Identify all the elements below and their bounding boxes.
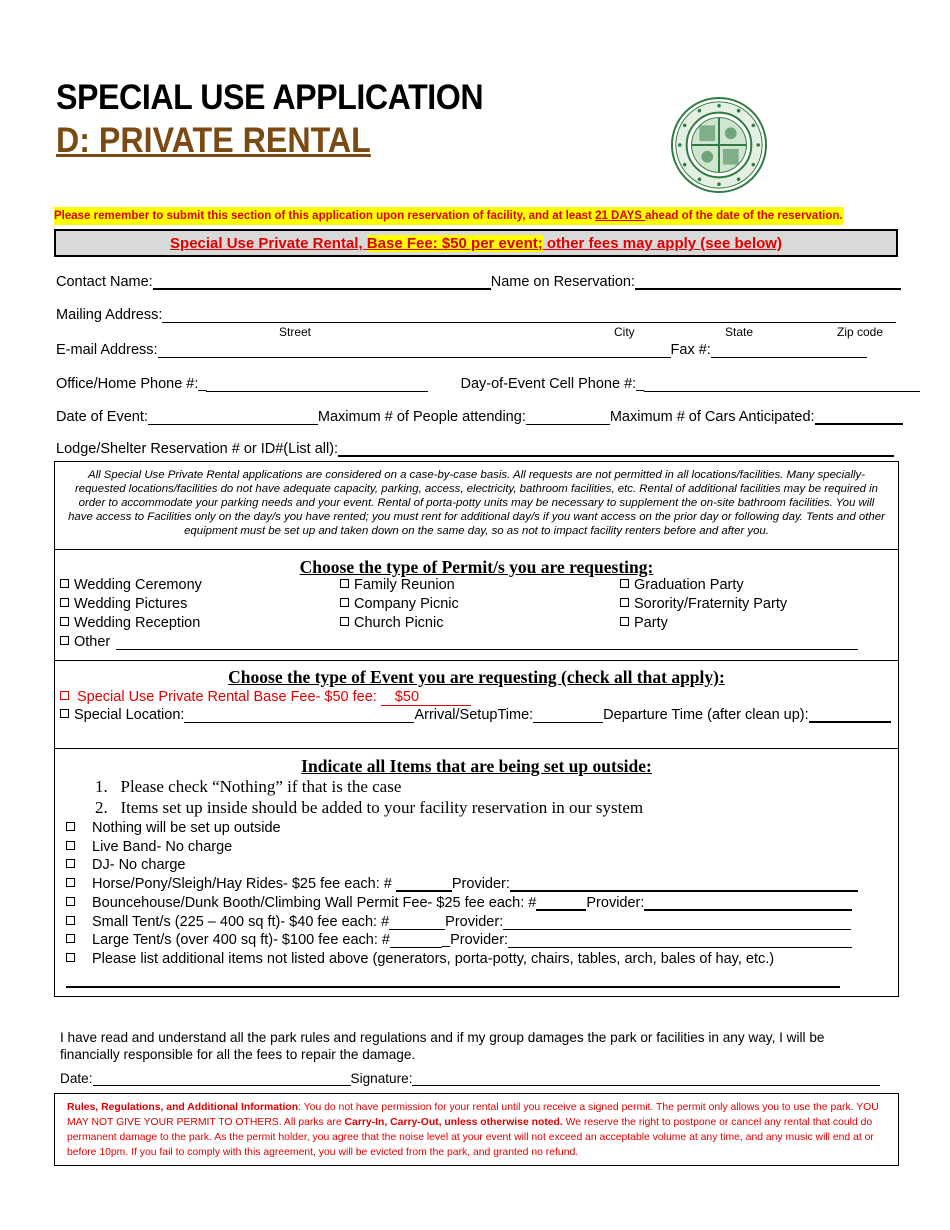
fee-banner-highlight: Base Fee: $50 per event; (366, 235, 543, 252)
instruction-text: Items set up inside should be added to your facility reservation in our system (120, 798, 644, 817)
checkbox-icon[interactable] (340, 598, 349, 607)
event-details-row (56, 409, 903, 425)
item-label: Horse/Pony/Sleigh/Hay Rides- $25 fee each: # (92, 876, 396, 892)
cell-phone-field[interactable] (644, 377, 920, 392)
instruction-number: 1. (95, 777, 108, 796)
zip-caption: Zip code (837, 325, 884, 339)
cell-phone-label: Day-of-Event Cell Phone #: (460, 376, 637, 392)
item-additional[interactable] (66, 951, 774, 967)
special-location-row (60, 707, 891, 723)
date-of-event-label: Date of Event: (56, 409, 148, 425)
checkbox-icon[interactable] (620, 598, 629, 607)
item-label: Please list additional items not listed above (generators, porta-potty, chairs, tables, arch, bales of hay, etc.) (92, 951, 775, 967)
email-label: E-mail Address: (56, 342, 158, 358)
instruction-number: 2. (95, 798, 108, 817)
checkbox-icon[interactable] (66, 953, 75, 962)
provider-label: Provider: (445, 914, 504, 930)
provider-label: Provider: (450, 932, 509, 948)
permit-sorority-fraternity-party[interactable] (620, 596, 787, 612)
large-tent-count-field[interactable] (390, 933, 442, 948)
item-horse-rides[interactable] (66, 876, 858, 892)
permit-label: Sorority/Fraternity Party (634, 596, 788, 612)
additional-items-field[interactable] (66, 986, 840, 988)
permit-label: Wedding Ceremony (74, 577, 202, 593)
contact-row (56, 274, 901, 290)
checkbox-icon[interactable] (66, 841, 75, 850)
permit-label: Wedding Reception (74, 615, 201, 631)
signature-field[interactable] (412, 1071, 880, 1086)
lodge-field[interactable] (338, 441, 894, 457)
small-tent-provider-field[interactable] (503, 915, 851, 930)
item-label: Bouncehouse/Dunk Booth/Climbing Wall Permit Fee- $25 fee each: # (92, 895, 537, 911)
permit-party[interactable] (620, 615, 668, 631)
reminder-days: 21 DAYS (595, 210, 646, 222)
item-live-band[interactable] (66, 839, 232, 855)
permit-wedding-ceremony[interactable] (60, 577, 202, 593)
name-on-reservation-field[interactable] (635, 274, 901, 290)
permit-type-heading: Choose the type of Permit/s you are requesting: (299, 557, 654, 577)
permit-wedding-pictures[interactable] (60, 596, 187, 612)
email-row (56, 342, 867, 358)
submission-reminder (54, 207, 844, 225)
fee-banner-part1: Special Use Private Rental, (170, 235, 367, 252)
cell-phone-prefix: _ (636, 376, 645, 392)
mailing-address-row (56, 307, 896, 323)
lodge-label: Lodge/Shelter Reservation # or ID#(List all): (56, 441, 339, 457)
fax-field[interactable] (711, 343, 867, 358)
checkbox-icon[interactable] (66, 916, 75, 925)
arrival-time-field[interactable] (533, 708, 603, 723)
checkbox-icon[interactable] (60, 709, 69, 718)
checkbox-icon[interactable] (340, 617, 349, 626)
checkbox-icon[interactable] (60, 636, 69, 645)
bounce-provider-field[interactable] (644, 895, 852, 911)
rules-title: Rules, Regulations, and Additional Information (67, 1102, 299, 1113)
state-caption: State (725, 325, 754, 339)
date-of-event-field[interactable] (148, 410, 318, 425)
checkbox-icon[interactable] (60, 598, 69, 607)
permit-company-picnic[interactable] (340, 596, 459, 612)
date-label: Date: (60, 1071, 93, 1086)
instruction-text: Please check “Nothing” if that is the case (120, 777, 402, 796)
item-label: Nothing will be set up outside (92, 820, 281, 836)
rules-box (54, 1093, 899, 1166)
item-bouncehouse[interactable] (66, 895, 852, 911)
form-subtitle: D: PRIVATE RENTAL (56, 121, 371, 160)
rules-text-end: We reserve the right to postpone or cancel any rental that could do permanent damage to the park. As the permit holder, you agree that the noise level at your event will not exceed an acceptable volume at any time, and any music will end at or before 10pm. If you fail to comply with this agreement, you will be evicted from the park, and granted no refund. (67, 1117, 874, 1158)
base-fee-banner (54, 229, 898, 257)
contact-name-field[interactable] (153, 274, 491, 290)
street-caption: Street (279, 325, 312, 339)
form-title: SPECIAL USE APPLICATION (56, 78, 484, 117)
reminder-text: Please remember to submit this section of this application upon reservation of facility, and at least (54, 210, 596, 222)
instruction-2 (95, 798, 643, 818)
name-on-reservation-label: Name on Reservation: (490, 274, 635, 290)
date-field[interactable] (93, 1071, 351, 1086)
item-nothing[interactable] (66, 820, 281, 836)
item-large-tent[interactable] (66, 932, 852, 948)
office-phone-field[interactable] (206, 377, 428, 392)
fax-label: Fax #: (670, 342, 711, 358)
permit-label: Graduation Party (634, 577, 744, 593)
small-tent-count-field[interactable] (389, 915, 445, 930)
rules-carry-in: Carry-In, Carry-Out, unless otherwise noted. (344, 1117, 563, 1128)
departure-time-field[interactable] (809, 707, 891, 723)
permit-family-reunion[interactable] (340, 577, 455, 593)
event-type-heading: Choose the type of Event you are requesting (check all that apply): (228, 667, 725, 687)
departure-time-label: Departure Time (after clean up): (603, 707, 809, 723)
reminder-text-end: ahead of the date of the reservation. (645, 210, 843, 222)
checkbox-icon[interactable] (60, 617, 69, 626)
special-location-field[interactable] (184, 708, 414, 723)
fee-banner-part3: other fees may apply (see below) (542, 235, 782, 252)
permit-other-field[interactable] (116, 635, 858, 650)
phone-row (56, 376, 920, 392)
arrival-time-label: Arrival/SetupTime: (414, 707, 534, 723)
lodge-row (56, 441, 894, 457)
base-fee-label: Special Use Private Rental Base Fee- $50 fee: (77, 689, 381, 705)
item-label: DJ- No charge (92, 857, 186, 873)
item-label: Live Band- No charge (92, 839, 233, 855)
checkbox-icon[interactable] (60, 691, 69, 700)
permit-church-picnic[interactable] (340, 615, 443, 631)
base-fee-option[interactable] (60, 689, 471, 706)
max-cars-label: Maximum # of Cars Anticipated: (609, 409, 815, 425)
mailing-address-field[interactable] (162, 308, 896, 323)
item-label: Small Tent/s (225 – 400 sq ft)- $40 fee each: # (92, 914, 390, 930)
horse-provider-field[interactable] (510, 876, 858, 892)
permit-wedding-reception[interactable] (60, 615, 200, 631)
office-phone-label: Office/Home Phone #: (56, 376, 199, 392)
item-label: Large Tent/s (over 400 sq ft)- $100 fee each: # (92, 932, 390, 948)
checkbox-icon[interactable] (60, 579, 69, 588)
checkbox-icon[interactable] (66, 897, 75, 906)
outside-items-heading: Indicate all Items that are being set up outside: (301, 756, 652, 776)
disclaimer-box (54, 461, 899, 550)
provider-label: Provider: (586, 895, 645, 911)
large-tent-underscore: _ (441, 932, 451, 948)
permit-other[interactable] (60, 634, 858, 650)
contact-name-label: Contact Name: (56, 274, 153, 290)
permit-label: Wedding Pictures (74, 596, 188, 612)
permit-graduation-party[interactable] (620, 577, 744, 593)
permit-label: Church Picnic (354, 615, 444, 631)
checkbox-icon[interactable] (66, 859, 75, 868)
horse-count-field[interactable] (396, 876, 452, 892)
max-people-field[interactable] (526, 410, 610, 425)
checkbox-icon[interactable] (66, 934, 75, 943)
signature-label: Signature: (350, 1071, 413, 1086)
checkbox-icon[interactable] (66, 822, 75, 831)
provider-label: Provider: (451, 876, 510, 892)
item-dj[interactable] (66, 857, 185, 873)
checkbox-icon[interactable] (66, 878, 75, 887)
permit-label: Party (634, 615, 668, 631)
bounce-count-field[interactable] (536, 895, 586, 911)
max-people-label: Maximum # of People attending: (317, 409, 526, 425)
mailing-address-label: Mailing Address: (56, 307, 163, 323)
instruction-1 (95, 777, 401, 797)
large-tent-provider-field[interactable] (508, 933, 852, 948)
max-cars-field[interactable] (815, 409, 903, 425)
checkbox-icon[interactable] (340, 579, 349, 588)
signature-row (60, 1071, 880, 1086)
agreement-text: I have read and understand all the park rules and regulations and if my group damages the park or facilities in any way, I will be financially responsible for all the fees to repair the damage. (60, 1030, 825, 1062)
base-fee-value: $50 (381, 689, 471, 706)
permit-label: Other (74, 634, 111, 650)
rules-text: : You do not have permission for your rental until you receive a signed permit. The permit only allows you to use the park. YOU MAY NOT GIVE YOUR PERMIT TO OTHERS. All parks are (67, 1102, 879, 1128)
email-field[interactable] (158, 343, 671, 358)
special-location-label: Special Location: (74, 707, 185, 723)
checkbox-icon[interactable] (620, 579, 629, 588)
permit-label: Company Picnic (354, 596, 459, 612)
county-seal-icon (670, 96, 768, 194)
item-small-tent[interactable] (66, 914, 851, 930)
permit-label: Family Reunion (354, 577, 455, 593)
city-caption: City (614, 325, 635, 339)
office-phone-prefix: _ (198, 376, 207, 392)
disclaimer-text: All Special Use Private Rental applications are considered on a case-by-case basis. All requests are not permitted in all locations/facilities. Many specially-requested locations/facilities do not have adequate capacity, parking, access, electricity, bathroom facilities, etc. Rental of additional facilities may be required in order to accommodate your parking needs and your event. Rental of porta-potty units may be necessary to supplement the on-site bathroom facilities. You will have access to Facilities only on the day/s you have rented; you must rent for additional day/s if you want access on the prior day or following day. Tents and other equipment must be set up and taken down on the same day, so as not to impact facility renters before and after you. (68, 469, 885, 537)
checkbox-icon[interactable] (620, 617, 629, 626)
